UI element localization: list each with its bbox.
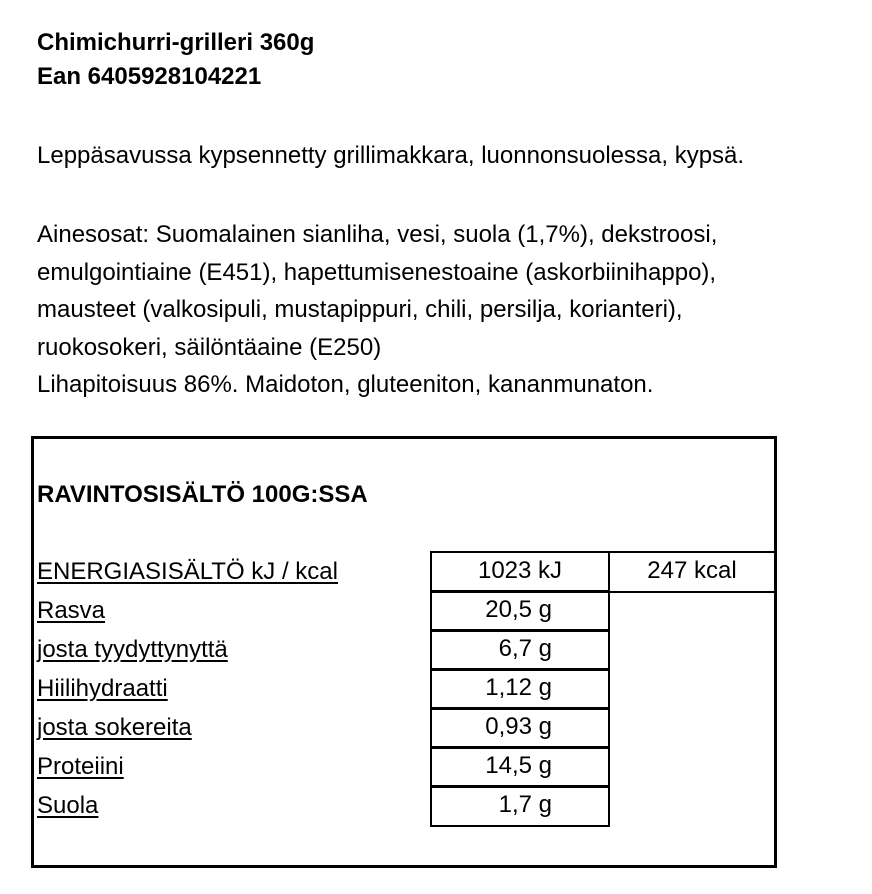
nutrient-label-salt: Suola bbox=[37, 792, 99, 819]
ingredients-line: ruokosokeri, säilöntäaine (E250) bbox=[37, 333, 382, 361]
product-name: Chimichurri-grilleri 360g bbox=[37, 29, 315, 56]
nutrient-value-protein: 14,5 g bbox=[430, 746, 610, 788]
nutrient-label-protein: Proteiini bbox=[37, 753, 124, 780]
nutrition-heading: RAVINTOSISÄLTÖ 100G:SSA bbox=[37, 481, 368, 508]
nutrient-value-salt: 1,7 g bbox=[430, 785, 610, 827]
nutrient-label-sugars: josta sokereita bbox=[37, 714, 192, 741]
nutrient-label-saturated-fat: josta tyydyttynyttä bbox=[37, 636, 228, 663]
meat-content-line: Lihapitoisuus 86%. Maidoton, gluteeniton, kananmunaton. bbox=[37, 371, 654, 398]
product-description: Leppäsavussa kypsennetty grillimakkara, luonnonsuolessa, kypsä. bbox=[37, 142, 745, 169]
nutrient-value-fat: 20,5 g bbox=[430, 590, 610, 632]
ingredients-line: mausteet (valkosipuli, mustapippuri, chili, persilja, korianteri), bbox=[37, 296, 683, 323]
product-ean: Ean 6405928104221 bbox=[37, 63, 262, 90]
energy-kj-value: 1023 kJ bbox=[430, 551, 610, 593]
ingredients-block bbox=[37, 216, 857, 404]
ingredients-line: emulgointiaine (E451), hapettumisenestoaine (askorbiinihappo), bbox=[37, 258, 717, 286]
nutrient-value-sugars: 0,93 g bbox=[430, 707, 610, 749]
energy-kcal-value: 247 kcal bbox=[608, 551, 776, 593]
energy-label: ENERGIASISÄLTÖ kJ / kcal bbox=[37, 558, 338, 585]
ingredients-line: Ainesosat: Suomalainen sianliha, vesi, suola (1,7%), dekstroosi, bbox=[37, 221, 718, 248]
nutrient-value-saturated-fat: 6,7 g bbox=[430, 629, 610, 671]
nutrient-value-carbohydrate: 1,12 g bbox=[430, 668, 610, 710]
nutrient-label-carbohydrate: Hiilihydraatti bbox=[37, 675, 168, 702]
nutrient-label-fat: Rasva bbox=[37, 597, 106, 624]
